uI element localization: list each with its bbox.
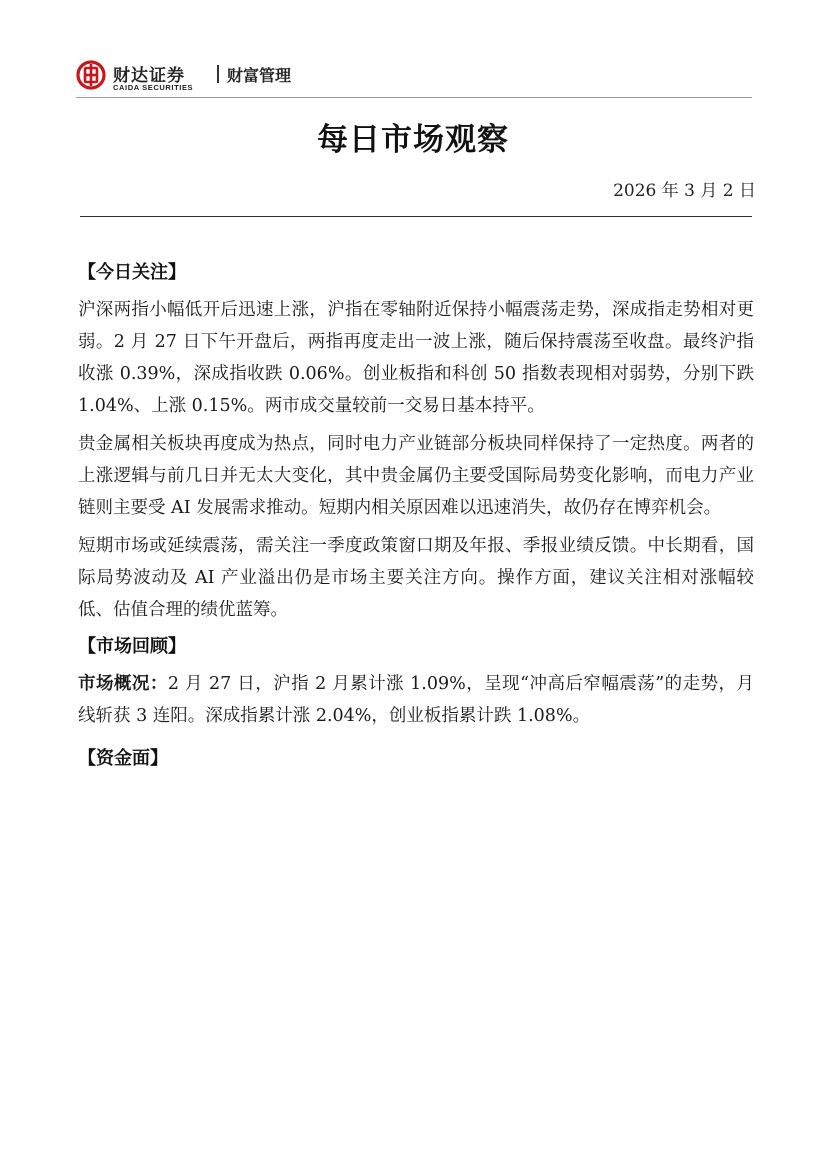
section-heading-review: 【市场回顾】 <box>78 636 186 657</box>
today-paragraph-3: 短期市场或延续震荡，需关注一季度政策窗口期及年报、季报业绩反馈。中长期看，国际局势波动及 AI 产业溢出仍是市场主要关注方向。操作方面，建议关注相对涨幅较低、估值合理的绩优蓝筹。 <box>78 536 754 620</box>
caida-logo-icon <box>76 60 106 90</box>
title-divider <box>80 216 752 217</box>
report-header <box>76 60 752 98</box>
logo-separator <box>217 65 219 83</box>
logo-chinese-name: 财达证券 <box>113 66 185 86</box>
page-title: 每日市场观察 <box>317 122 509 158</box>
logo-sub-brand: 财富管理 <box>227 66 292 85</box>
today-paragraph-1: 沪深两指小幅低开后迅速上涨，沪指在零轴附近保持小幅震荡走势，深成指走势相对更弱。2 月 27 日下午开盘后，两指再度走出一波上涨，随后保持震荡至收盘。最终沪指收涨 0.39%，深成指收跌 0.06%。创业板指和科创 50 指数表现相对弱势，分别下跌 1.04%、上涨 0.15%。两市成交量较前一交易日基本持平。 <box>78 300 754 416</box>
logo-english-name: CAIDA SECURITIES <box>113 83 194 92</box>
section-heading-today: 【今日关注】 <box>78 262 186 283</box>
review-text: 2 月 27 日，沪指 2 月累计涨 1.09%，呈现“冲高后窄幅震荡”的走势，月线斩获 3 连阳。深成指累计涨 2.04%，创业板指累计跌 1.08%。 <box>78 674 754 726</box>
report-body <box>78 258 754 774</box>
review-lead-label: 市场概况： <box>78 674 168 694</box>
review-paragraph <box>78 668 754 732</box>
section-heading-funds: 【资金面】 <box>78 748 168 769</box>
header-divider <box>76 97 752 98</box>
today-paragraph-2: 贵金属相关板块再度成为热点，同时电力产业链部分板块同样保持了一定热度。两者的上涨逻辑与前几日并无太大变化，其中贵金属仍主要受国际局势变化影响，而电力产业链则主要受 AI 发展需求推动。短期内相关原因难以迅速消失，故仍存在博弈机会。 <box>78 434 754 518</box>
report-date: 2026 年 3 月 2 日 <box>613 181 756 201</box>
